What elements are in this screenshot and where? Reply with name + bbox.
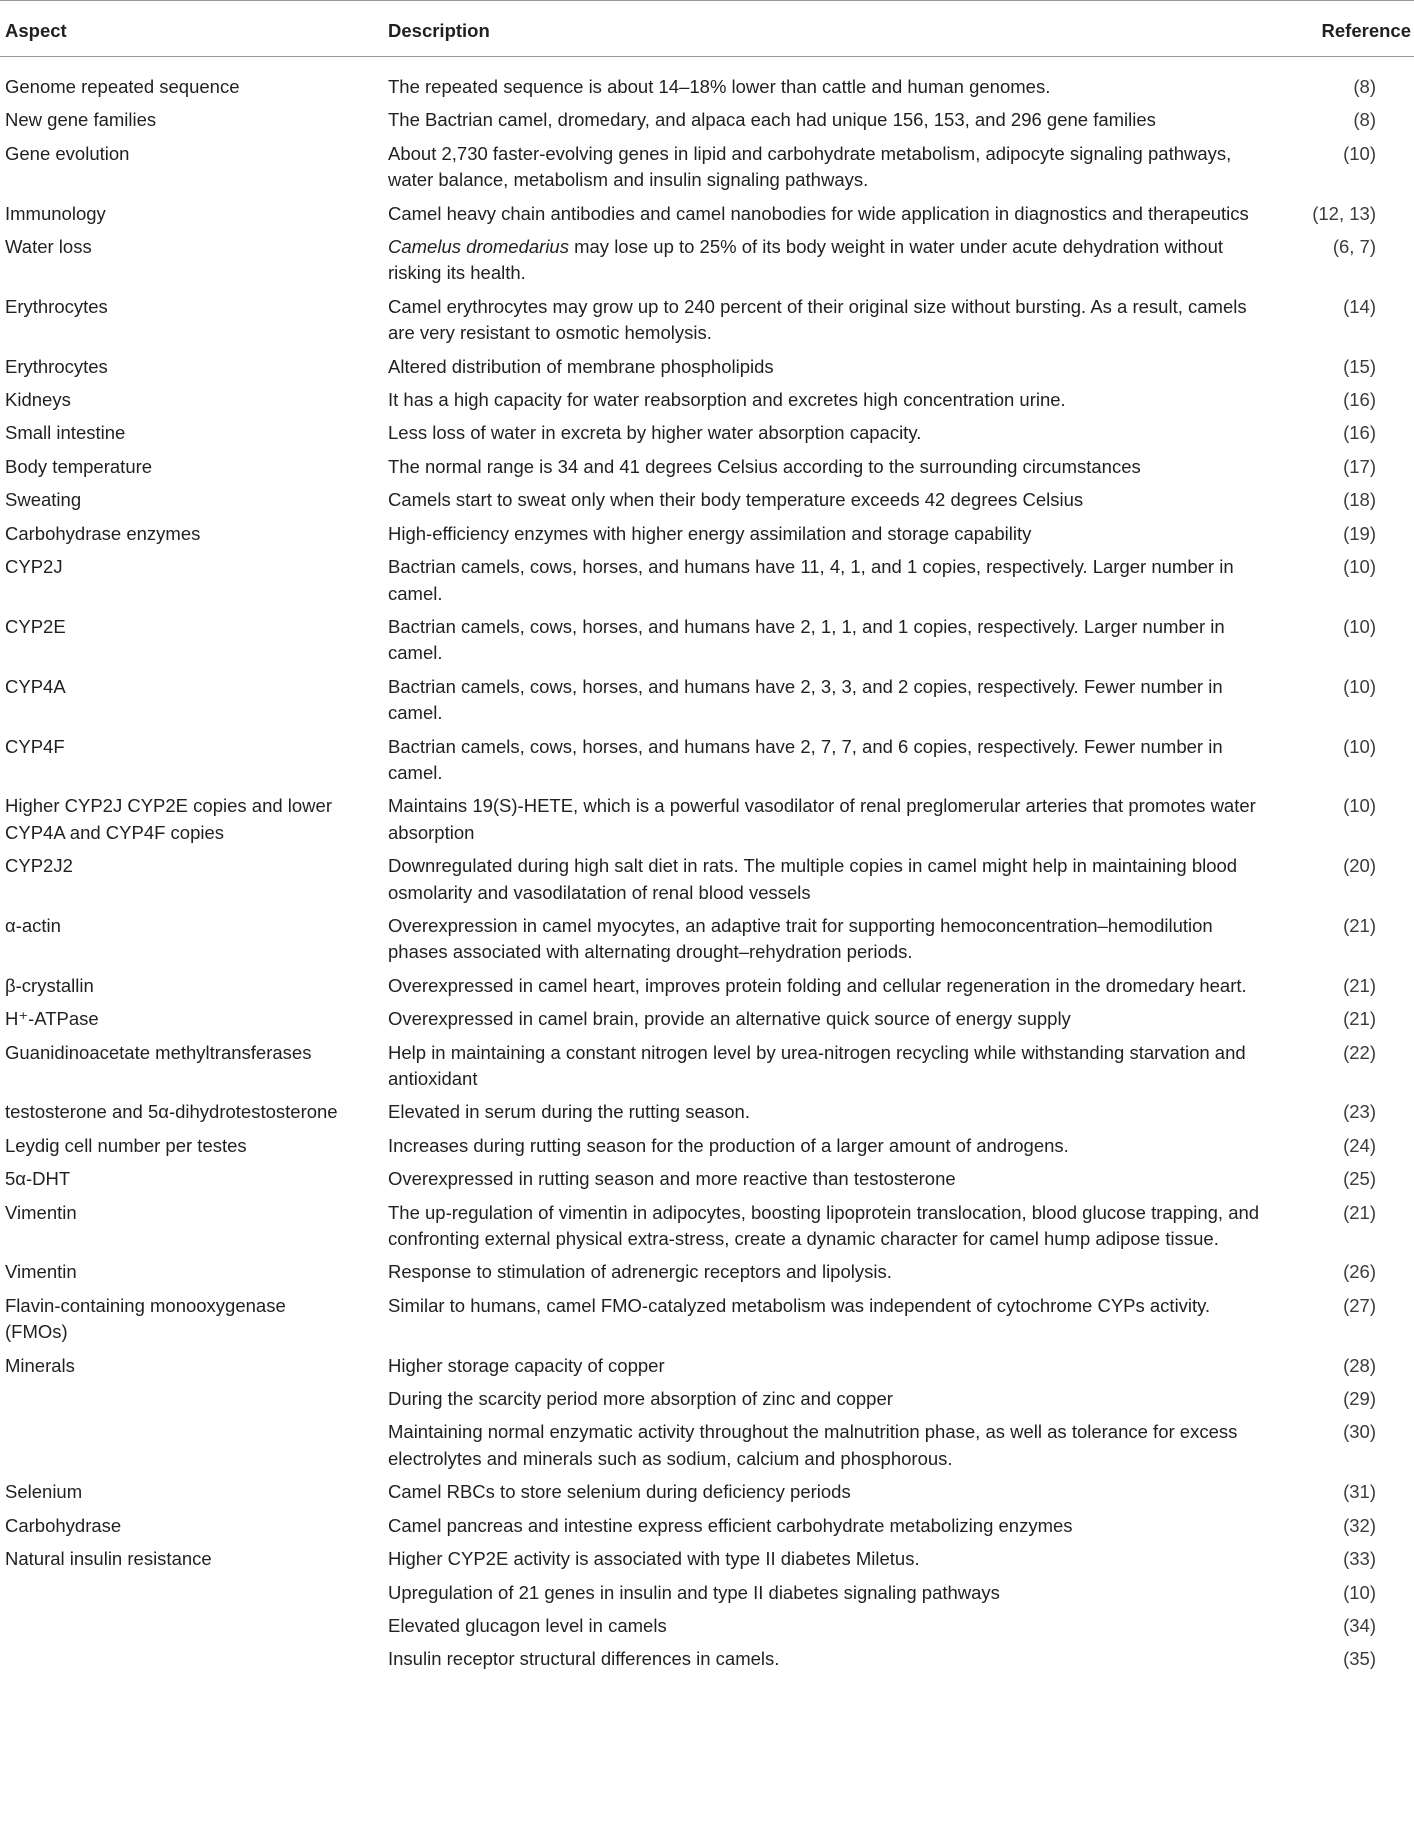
header-reference: Reference bbox=[1288, 1, 1414, 57]
cell-description: Similar to humans, camel FMO-catalyzed metabolism was independent of cytochrome CYPs activity. bbox=[388, 1294, 1211, 1316]
table-row bbox=[0, 380, 1414, 413]
cell-reference[interactable]: (33) bbox=[1343, 1548, 1376, 1570]
cell-description: Increases during rutting season for the production of a larger amount of androgens. bbox=[388, 1134, 1069, 1156]
cell-aspect: CYP2J2 bbox=[5, 855, 73, 877]
cell-aspect: Water loss bbox=[5, 236, 92, 258]
cell-aspect: Body temperature bbox=[5, 455, 153, 477]
cell-description: Elevated in serum during the rutting season. bbox=[388, 1101, 750, 1123]
cell-aspect: α-actin bbox=[5, 914, 61, 936]
cell-reference[interactable]: (23) bbox=[1343, 1101, 1376, 1123]
cell-reference[interactable]: (18) bbox=[1343, 489, 1376, 511]
table-row bbox=[0, 607, 1414, 667]
cell-aspect: 5α-DHT bbox=[5, 1168, 71, 1190]
cell-description: Altered distribution of membrane phospholipids bbox=[388, 355, 774, 377]
cell-aspect bbox=[0, 1379, 388, 1412]
table-row bbox=[0, 1193, 1414, 1253]
cell-description: The Bactrian camel, dromedary, and alpaca each had unique 156, 153, and 296 gene families bbox=[388, 109, 1156, 131]
cell-aspect: Leydig cell number per testes bbox=[5, 1134, 247, 1156]
table-row bbox=[0, 480, 1414, 513]
cell-aspect: Genome repeated sequence bbox=[5, 76, 240, 97]
cell-aspect: Flavin-containing monooxygenase (FMOs) bbox=[5, 1294, 286, 1343]
cell-description: Help in maintaining a constant nitrogen level by urea-nitrogen recycling while withstanding starvation and antioxidant bbox=[388, 1041, 1246, 1089]
table-row bbox=[0, 287, 1414, 347]
cell-reference[interactable]: (12, 13) bbox=[1312, 202, 1376, 224]
table-header bbox=[0, 1, 1414, 57]
table-row bbox=[0, 1639, 1414, 1672]
cell-reference[interactable]: (32) bbox=[1343, 1514, 1376, 1536]
cell-reference[interactable]: (27) bbox=[1343, 1294, 1376, 1316]
table-row bbox=[0, 1472, 1414, 1505]
cell-reference[interactable]: (8) bbox=[1353, 76, 1376, 97]
cell-reference[interactable]: (19) bbox=[1343, 522, 1376, 544]
table-row bbox=[0, 194, 1414, 227]
cell-description: Overexpressed in rutting season and more reactive than testosterone bbox=[388, 1168, 956, 1190]
cell-reference[interactable]: (29) bbox=[1343, 1388, 1376, 1410]
cell-reference[interactable]: (21) bbox=[1343, 914, 1376, 936]
table-row bbox=[0, 1286, 1414, 1346]
cell-reference[interactable]: (10) bbox=[1343, 795, 1376, 817]
cell-aspect: Higher CYP2J CYP2E copies and lower CYP4A and CYP4F copies bbox=[5, 795, 332, 843]
cell-description: Maintaining normal enzymatic activity throughout the malnutrition phase, as well as tolerance for excess electrolytes and minerals such as sodium, calcium and phosphorous. bbox=[388, 1421, 1238, 1469]
cell-reference[interactable]: (6, 7) bbox=[1332, 236, 1376, 258]
cell-reference[interactable]: (10) bbox=[1343, 615, 1376, 637]
cell-description: Camel heavy chain antibodies and camel nanobodies for wide application in diagnostics and therapeutics bbox=[388, 202, 1249, 224]
cell-description: Response to stimulation of adrenergic receptors and lipolysis. bbox=[388, 1261, 892, 1283]
cell-reference[interactable]: (21) bbox=[1343, 1008, 1376, 1030]
cell-reference[interactable]: (10) bbox=[1343, 142, 1376, 164]
cell-description: The repeated sequence is about 14–18% lower than cattle and human genomes. bbox=[388, 76, 1051, 97]
cell-reference[interactable]: (16) bbox=[1343, 422, 1376, 444]
cell-description: Overexpressed in camel brain, provide an alternative quick source of energy supply bbox=[388, 1008, 1071, 1030]
table-body bbox=[0, 57, 1414, 1673]
table-row bbox=[0, 227, 1414, 287]
cell-aspect: Erythrocytes bbox=[5, 295, 108, 317]
table-row bbox=[0, 447, 1414, 480]
table-row bbox=[0, 1412, 1414, 1472]
table-row bbox=[0, 999, 1414, 1032]
cell-reference[interactable]: (10) bbox=[1343, 675, 1376, 697]
table-row bbox=[0, 966, 1414, 999]
cell-aspect: Carbohydrase bbox=[5, 1514, 122, 1536]
cell-reference[interactable]: (10) bbox=[1343, 1581, 1376, 1603]
cell-aspect: Immunology bbox=[5, 202, 106, 224]
cell-description: Overexpressed in camel heart, improves protein folding and cellular regeneration in the dromedary heart. bbox=[388, 974, 1247, 996]
cell-description: Overexpression in camel myocytes, an adaptive trait for supporting hemoconcentration–hemodilution phases associated with alternating drought–rehydration periods. bbox=[388, 914, 1213, 963]
table-row bbox=[0, 1159, 1414, 1192]
cell-description: It has a high capacity for water reabsorption and excretes high concentration urine. bbox=[388, 389, 1066, 411]
cell-aspect: CYP4F bbox=[5, 735, 65, 757]
table-row bbox=[0, 1379, 1414, 1412]
cell-aspect: Kidneys bbox=[5, 389, 71, 411]
cell-aspect: Sweating bbox=[5, 489, 82, 511]
cell-description: Elevated glucagon level in camels bbox=[388, 1614, 667, 1636]
cell-description: Bactrian camels, cows, horses, and humans have 2, 3, 3, and 2 copies, respectively. Fewer number in camel. bbox=[388, 675, 1223, 724]
cell-description: Insulin receptor structural differences in camels. bbox=[388, 1648, 780, 1670]
cell-reference[interactable]: (26) bbox=[1343, 1261, 1376, 1283]
table-row bbox=[0, 100, 1414, 133]
cell-aspect: Erythrocytes bbox=[5, 355, 108, 377]
cell-reference[interactable]: (21) bbox=[1343, 1201, 1376, 1223]
cell-reference[interactable]: (15) bbox=[1343, 355, 1376, 377]
cell-aspect: Guanidinoacetate methyltransferases bbox=[5, 1041, 312, 1063]
cell-description: The normal range is 34 and 41 degrees Celsius according to the surrounding circumstances bbox=[388, 455, 1141, 477]
cell-reference[interactable]: (10) bbox=[1343, 735, 1376, 757]
table-row bbox=[0, 1346, 1414, 1379]
cell-reference[interactable]: (14) bbox=[1343, 295, 1376, 317]
cell-aspect: Natural insulin resistance bbox=[5, 1548, 212, 1570]
cell-description: Camels start to sweat only when their body temperature exceeds 42 degrees Celsius bbox=[388, 489, 1084, 511]
table-row bbox=[0, 906, 1414, 966]
cell-aspect: Gene evolution bbox=[5, 142, 130, 164]
cell-description: During the scarcity period more absorption of zinc and copper bbox=[388, 1388, 893, 1410]
cell-reference[interactable]: (30) bbox=[1343, 1421, 1376, 1443]
cell-reference[interactable]: (28) bbox=[1343, 1354, 1376, 1376]
table-row bbox=[0, 1092, 1414, 1125]
table-row bbox=[0, 514, 1414, 547]
table-row bbox=[0, 1539, 1414, 1572]
cell-reference[interactable]: (17) bbox=[1343, 455, 1376, 477]
table-row bbox=[0, 134, 1414, 194]
cell-aspect: Small intestine bbox=[5, 422, 126, 444]
header-aspect: Aspect bbox=[0, 1, 388, 57]
cell-reference[interactable]: (24) bbox=[1343, 1134, 1376, 1156]
header-row bbox=[0, 1, 1414, 57]
cell-aspect: New gene families bbox=[5, 109, 157, 131]
cell-aspect: CYP2E bbox=[5, 615, 66, 637]
cell-aspect: β-crystallin bbox=[5, 974, 94, 996]
cell-reference[interactable]: (21) bbox=[1343, 974, 1376, 996]
cell-description: Downregulated during high salt diet in rats. The multiple copies in camel might help in maintaining blood osmolarity and vasodilatation of renal blood vessels bbox=[388, 855, 1238, 903]
cell-aspect: testosterone and 5α-dihydrotestosterone bbox=[5, 1101, 338, 1123]
cell-description: High-efficiency enzymes with higher energy assimilation and storage capability bbox=[388, 522, 1032, 544]
table-row bbox=[0, 1606, 1414, 1639]
cell-reference[interactable]: (16) bbox=[1343, 389, 1376, 411]
cell-aspect: Selenium bbox=[5, 1481, 83, 1503]
cell-description: Maintains 19(S)-HETE, which is a powerful vasodilator of renal preglomerular arteries that promotes water absorption bbox=[388, 795, 1256, 843]
table-row bbox=[0, 727, 1414, 787]
cell-description: Bactrian camels, cows, horses, and humans have 2, 1, 1, and 1 copies, respectively. Larger number in camel. bbox=[388, 615, 1225, 664]
cell-reference[interactable]: (25) bbox=[1343, 1168, 1376, 1190]
cell-aspect bbox=[0, 1639, 388, 1672]
cell-description: The up-regulation of vimentin in adipocytes, boosting lipoprotein translocation, blood glucose trapping, and confronting external physical extra-stress, create a dynamic character for camel hump adipose tissue. bbox=[388, 1201, 1260, 1250]
table-row bbox=[0, 846, 1414, 906]
table-row bbox=[0, 667, 1414, 727]
cell-aspect: Carbohydrase enzymes bbox=[5, 522, 201, 544]
cell-reference[interactable]: (34) bbox=[1343, 1614, 1376, 1636]
table-row bbox=[0, 1573, 1414, 1606]
description-text: may lose up to 25% of its body weight in water under acute dehydration without risking its health. bbox=[388, 236, 1224, 284]
cell-reference[interactable]: (20) bbox=[1343, 855, 1376, 877]
cell-aspect: CYP2J bbox=[5, 556, 63, 578]
cell-aspect bbox=[0, 1606, 388, 1639]
cell-aspect: Minerals bbox=[5, 1354, 75, 1376]
cell-description: Less loss of water in excreta by higher water absorption capacity. bbox=[388, 422, 922, 444]
cell-aspect bbox=[0, 1573, 388, 1606]
table-row bbox=[0, 1506, 1414, 1539]
cell-description: Camel pancreas and intestine express efficient carbohydrate metabolizing enzymes bbox=[388, 1514, 1073, 1536]
cell-description: Upregulation of 21 genes in insulin and type II diabetes signaling pathways bbox=[388, 1581, 1000, 1603]
table-row bbox=[0, 1126, 1414, 1159]
cell-description bbox=[388, 227, 1288, 287]
cell-description: Camel erythrocytes may grow up to 240 percent of their original size without bursting. As a result, camels are very resistant to osmotic hemolysis. bbox=[388, 295, 1247, 344]
cell-aspect: H⁺-ATPase bbox=[5, 1008, 99, 1030]
cell-aspect: Vimentin bbox=[5, 1261, 77, 1283]
cell-reference[interactable]: (22) bbox=[1343, 1041, 1376, 1063]
cell-reference[interactable]: (8) bbox=[1353, 109, 1376, 131]
cell-reference[interactable]: (31) bbox=[1343, 1481, 1376, 1503]
cell-description: Bactrian camels, cows, horses, and humans have 2, 7, 7, and 6 copies, respectively. Fewer number in camel. bbox=[388, 735, 1223, 783]
species-name: Camelus dromedarius bbox=[388, 236, 569, 258]
cell-aspect: CYP4A bbox=[5, 675, 66, 697]
cell-description: Bactrian camels, cows, horses, and humans have 11, 4, 1, and 1 copies, respectively. Larger number in camel. bbox=[388, 556, 1234, 604]
table-row bbox=[0, 347, 1414, 380]
table-row bbox=[0, 1033, 1414, 1093]
cell-reference[interactable]: (35) bbox=[1343, 1648, 1376, 1670]
cell-aspect bbox=[0, 1412, 388, 1472]
header-description: Description bbox=[388, 1, 1288, 57]
table-row bbox=[0, 57, 1414, 101]
table-row bbox=[0, 786, 1414, 846]
cell-aspect: Vimentin bbox=[5, 1201, 77, 1223]
cell-description: About 2,730 faster-evolving genes in lipid and carbohydrate metabolism, adipocyte signaling pathways, water balance, metabolism and insulin signaling pathways. bbox=[388, 142, 1232, 191]
cell-reference[interactable]: (10) bbox=[1343, 556, 1376, 578]
cell-description: Camel RBCs to store selenium during deficiency periods bbox=[388, 1481, 851, 1503]
cell-description: Higher CYP2E activity is associated with type II diabetes Miletus. bbox=[388, 1548, 920, 1570]
table-row bbox=[0, 413, 1414, 446]
cell-description: Higher storage capacity of copper bbox=[388, 1354, 665, 1376]
table-row bbox=[0, 547, 1414, 607]
table-row bbox=[0, 1252, 1414, 1285]
